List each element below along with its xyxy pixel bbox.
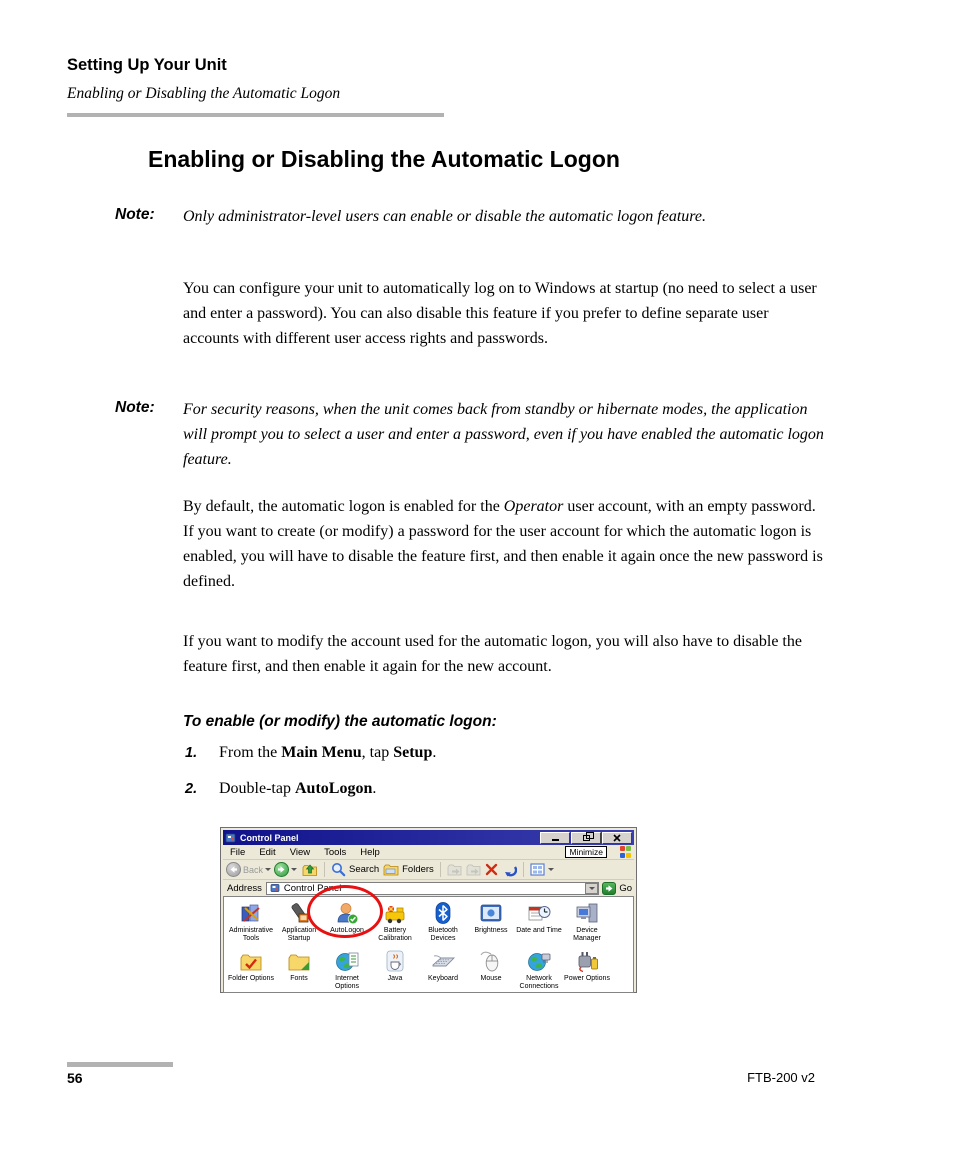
menu-item-edit[interactable]: Edit [259, 846, 276, 858]
minimize-icon [552, 834, 559, 841]
item-label: Battery Calibration [378, 927, 412, 942]
device-manager-icon [575, 900, 599, 925]
autologon-icon [335, 900, 359, 925]
date-and-time-icon [527, 900, 551, 925]
go-label: Go [619, 882, 632, 894]
item-label: Internet Options [334, 975, 360, 990]
control-panel-item[interactable] [371, 948, 419, 996]
views-icon [530, 863, 545, 876]
doc-reference: FTB-200 v2 [747, 1070, 815, 1085]
chapter-heading: Setting Up Your Unit [67, 56, 227, 74]
step-text [219, 780, 376, 798]
folder-options-icon [239, 948, 263, 973]
icon-grid [223, 896, 634, 993]
mouse-icon [479, 948, 503, 973]
control-panel-item[interactable] [563, 948, 611, 996]
power-options-icon [575, 948, 599, 973]
network-connections-icon [527, 948, 551, 973]
views-button[interactable] [528, 863, 557, 876]
title-bar [223, 830, 634, 845]
control-panel-item[interactable] [563, 900, 611, 948]
step [185, 744, 436, 762]
item-label: Brightness [474, 927, 508, 934]
close-button[interactable] [602, 832, 632, 844]
page-title: Enabling or Disabling the Automatic Logon [148, 146, 620, 172]
step-bold-part: AutoLogon [294, 780, 373, 797]
step-number: 2. [185, 781, 198, 797]
control-panel-window [220, 827, 637, 993]
views-dropdown-icon [548, 868, 554, 871]
battery-calibration-icon [383, 900, 407, 925]
item-label: Bluetooth Devices [428, 927, 458, 942]
item-label: Fonts [290, 975, 308, 982]
go-icon [602, 882, 616, 895]
item-label: Folder Options [228, 975, 274, 982]
control-panel-item[interactable] [515, 948, 563, 996]
copy-to-folder-icon [466, 863, 481, 876]
copy-to-folder-button[interactable] [466, 863, 481, 876]
step-bold-part: Main Menu [281, 744, 362, 761]
control-panel-item[interactable] [227, 948, 275, 996]
go-button[interactable] [602, 882, 632, 895]
item-label: Date and Time [516, 927, 562, 934]
menu-item-file[interactable]: File [230, 846, 246, 858]
step-text-part: Double-tap [219, 780, 295, 797]
note-text: For security reasons, when the unit comes back from standby or hibernate modes, the application will prompt you to select a user and enter a password, even if you have enabled the automatic logon feature. [183, 401, 824, 468]
item-label: Keyboard [428, 975, 458, 982]
search-icon [331, 862, 346, 877]
item-label: Power Options [564, 975, 610, 982]
java-icon [383, 948, 407, 973]
procedure-heading: To enable (or modify) the automatic logon: [183, 713, 497, 730]
item-label: Application Startup [281, 927, 317, 942]
note-block [115, 204, 828, 229]
control-panel-item[interactable] [323, 948, 371, 996]
address-bar [223, 880, 634, 896]
close-icon [613, 834, 621, 842]
keyboard-icon [430, 948, 456, 973]
control-panel-item-autologon[interactable] [323, 900, 371, 948]
move-to-folder-icon [447, 863, 462, 876]
up-button[interactable] [302, 863, 318, 877]
forward-icon [274, 862, 289, 877]
folders-icon [383, 863, 399, 876]
window-title: Control Panel [240, 832, 299, 843]
minimize-button[interactable] [540, 832, 570, 844]
application-startup-icon [287, 900, 311, 925]
brightness-icon [479, 900, 503, 925]
back-label: Back [243, 864, 264, 875]
control-panel-item[interactable] [419, 900, 467, 948]
paragraph: If you want to modify the account used for the automatic logon, you will also have to disable the feature first, and then enable it again for the new account. [183, 633, 802, 675]
note-block [115, 397, 828, 472]
forward-button[interactable] [274, 862, 300, 877]
control-panel-item[interactable] [275, 900, 323, 948]
address-combo[interactable] [266, 882, 599, 895]
step-bold-part: Setup [393, 744, 433, 761]
control-panel-item[interactable] [515, 900, 563, 948]
address-dropdown-button[interactable] [585, 883, 598, 894]
section-subtitle: Enabling or Disabling the Automatic Logon [67, 85, 341, 102]
step-text [219, 744, 436, 762]
paragraph [183, 494, 828, 594]
step-text-part: , tap [361, 744, 394, 761]
paragraph: You can configure your unit to automatically log on to Windows at startup (no need to select a user and enter a password). You can also disable this feature if you prefer to define separate user accounts with different user access rights and passwords. [183, 280, 817, 347]
chevron-down-icon [589, 887, 595, 890]
paragraph-text: By default, the automatic logon is enabled for the [183, 498, 504, 515]
step-text-part: . [432, 744, 437, 761]
control-panel-item[interactable] [419, 948, 467, 996]
minimize-tooltip: Minimize [565, 846, 607, 858]
menu-item-tools[interactable]: Tools [324, 846, 347, 858]
step-text-part: . [372, 780, 377, 797]
item-label: Network Connections [519, 975, 559, 990]
delete-icon [485, 863, 498, 876]
item-label: AutoLogon [330, 927, 364, 934]
address-item-icon [270, 883, 281, 893]
menu-item-help[interactable]: Help [360, 846, 380, 858]
paragraph-italic-text: Operator [503, 498, 564, 515]
back-button[interactable] [226, 862, 274, 877]
paragraph-text: user account, with an empty password. If you want to create (or modify) a password for the user account for which the automatic logon is enabled, you will have to disable the feature first, and then enable it again once the new password is defined. [183, 498, 823, 590]
item-label: Java [387, 975, 403, 982]
search-label: Search [349, 864, 380, 875]
menu-item-view[interactable]: View [289, 846, 311, 858]
item-label: Device Manager [573, 927, 601, 942]
folders-button[interactable] [381, 863, 436, 876]
control-panel-app-icon [225, 832, 236, 843]
step-text-part: From the [219, 744, 282, 761]
restore-icon [583, 835, 590, 841]
step-number: 1. [185, 745, 198, 761]
restore-button[interactable] [571, 832, 601, 844]
bluetooth-devices-icon [431, 900, 455, 925]
back-icon [226, 862, 241, 877]
fonts-icon [287, 948, 311, 973]
address-label: Address [227, 882, 262, 894]
item-label: Mouse [480, 975, 502, 982]
note-label: Note: [115, 399, 155, 416]
menu-bar [223, 845, 634, 860]
search-button[interactable] [329, 862, 381, 877]
step [185, 780, 376, 798]
doc-header [67, 56, 444, 117]
windows-logo-icon [620, 846, 632, 858]
header-rule [67, 113, 444, 117]
delete-button[interactable] [485, 863, 498, 876]
control-panel-item[interactable] [371, 900, 419, 948]
control-panel-item[interactable] [227, 900, 275, 948]
toolbar [223, 860, 634, 880]
back-dropdown-icon [265, 868, 271, 871]
page-number: 56 [67, 1070, 83, 1086]
control-panel-item[interactable] [467, 948, 515, 996]
up-folder-icon [302, 863, 318, 877]
internet-options-icon [335, 948, 359, 973]
move-to-folder-button[interactable] [447, 863, 462, 876]
forward-dropdown-icon [291, 868, 297, 871]
item-label: Administrative Tools [229, 927, 273, 942]
control-panel-item[interactable] [275, 948, 323, 996]
undo-icon [502, 863, 517, 877]
note-label: Note: [115, 206, 155, 223]
control-panel-item[interactable] [467, 900, 515, 948]
administrative-tools-icon [239, 900, 263, 925]
address-value: Control Panel [283, 882, 342, 894]
note-text: Only administrator-level users can enable or disable the automatic logon feature. [183, 208, 707, 225]
undo-button[interactable] [502, 863, 517, 877]
folders-label: Folders [402, 864, 434, 875]
footer-rule [67, 1062, 173, 1067]
